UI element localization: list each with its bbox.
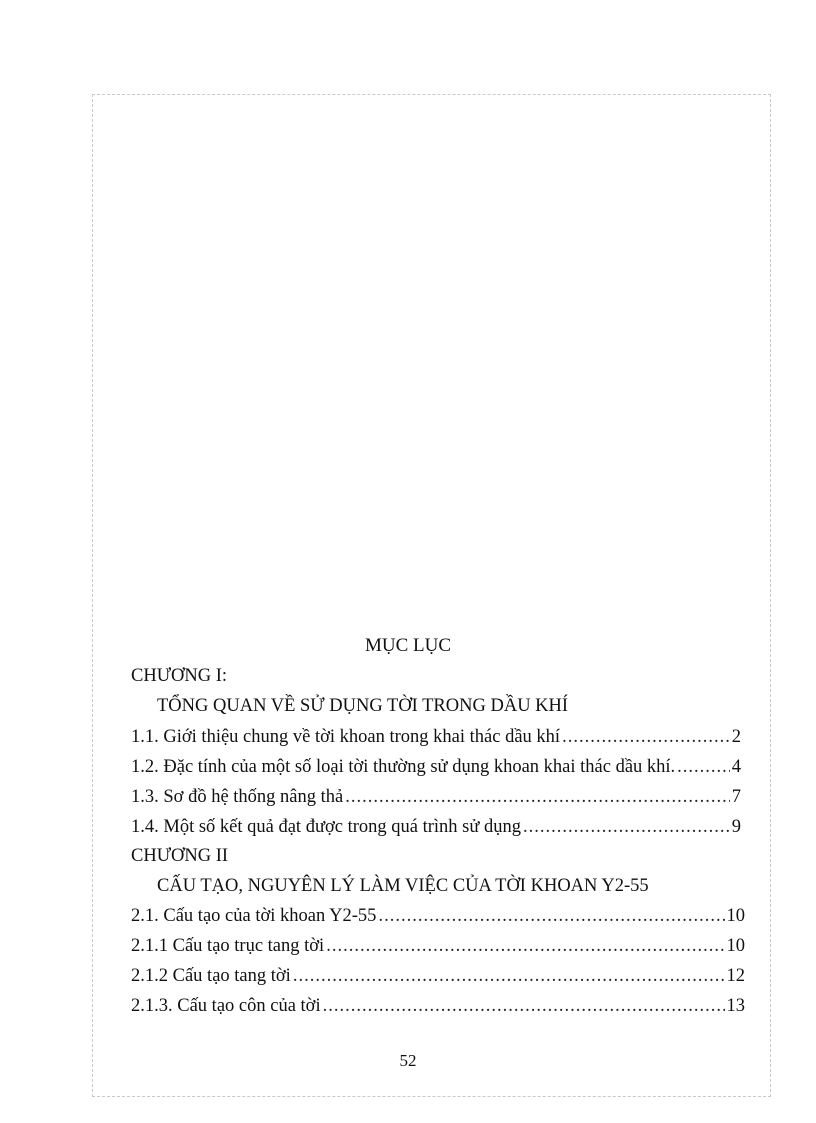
- chapter-2-heading: CẤU TẠO, NGUYÊN LÝ LÀM VIỆC CỦA TỜI KHOAN Y2-55: [157, 876, 649, 896]
- toc-entry-page: 2: [731, 727, 741, 747]
- toc-entry-page: 7: [731, 787, 741, 807]
- dot-leader: [293, 964, 725, 988]
- dot-leader: [323, 994, 725, 1018]
- dot-leader: [677, 755, 730, 779]
- dot-leader: [378, 904, 724, 928]
- chapter-1-label: CHƯƠNG I:: [131, 666, 228, 686]
- dot-leader: [345, 785, 730, 809]
- toc-title: MỤC LỤC: [364, 635, 452, 656]
- toc-entry-1-4[interactable]: [131, 815, 741, 839]
- toc-entry-2-1[interactable]: [131, 904, 745, 928]
- toc-entry-2-1-1[interactable]: [131, 934, 745, 958]
- toc-entry-text: 2.1.1 Cấu tạo trục tang tời: [131, 936, 325, 956]
- toc-entry-page: 13: [726, 996, 745, 1016]
- toc-entry-page: 12: [726, 966, 745, 986]
- chapter-1-heading: TỔNG QUAN VỀ SỬ DỤNG TỜI TRONG DẦU KHÍ: [157, 696, 569, 716]
- toc-entry-2-1-2[interactable]: [131, 964, 745, 988]
- toc-entry-2-1-3[interactable]: [131, 994, 745, 1018]
- toc-entry-page: 4: [731, 757, 741, 777]
- toc-entry-text: 2.1. Cấu tạo của tời khoan Y2-55: [131, 906, 377, 926]
- toc-entry-text: 1.2. Đặc tính của một số loại tời thường sử dụng khoan khai thác dầu khí.: [131, 757, 676, 777]
- toc-entry-text: 1.3. Sơ đồ hệ thống nâng thả: [131, 787, 344, 807]
- toc-entry-text: 1.4. Một số kết quả đạt được trong quá trình sử dụng: [131, 817, 522, 837]
- page-number: 52: [399, 1051, 417, 1070]
- toc-entry-page: 10: [726, 906, 745, 926]
- toc-entry-text: 2.1.3. Cấu tạo côn của tời: [131, 996, 321, 1016]
- toc-entry-text: 2.1.2 Cấu tạo tang tời: [131, 966, 291, 986]
- toc-entry-1-2[interactable]: [131, 755, 741, 779]
- toc-entry-page: 10: [726, 936, 745, 956]
- dot-leader: [562, 725, 730, 749]
- chapter-2-label: CHƯƠNG II: [131, 846, 229, 866]
- dot-leader: [523, 815, 730, 839]
- toc-entry-1-1[interactable]: [131, 725, 741, 749]
- toc-entry-text: 1.1. Giới thiệu chung về tời khoan trong khai thác dầu khí: [131, 727, 561, 747]
- dot-leader: [326, 934, 724, 958]
- toc-entry-1-3[interactable]: [131, 785, 741, 809]
- toc-entry-page: 9: [731, 817, 741, 837]
